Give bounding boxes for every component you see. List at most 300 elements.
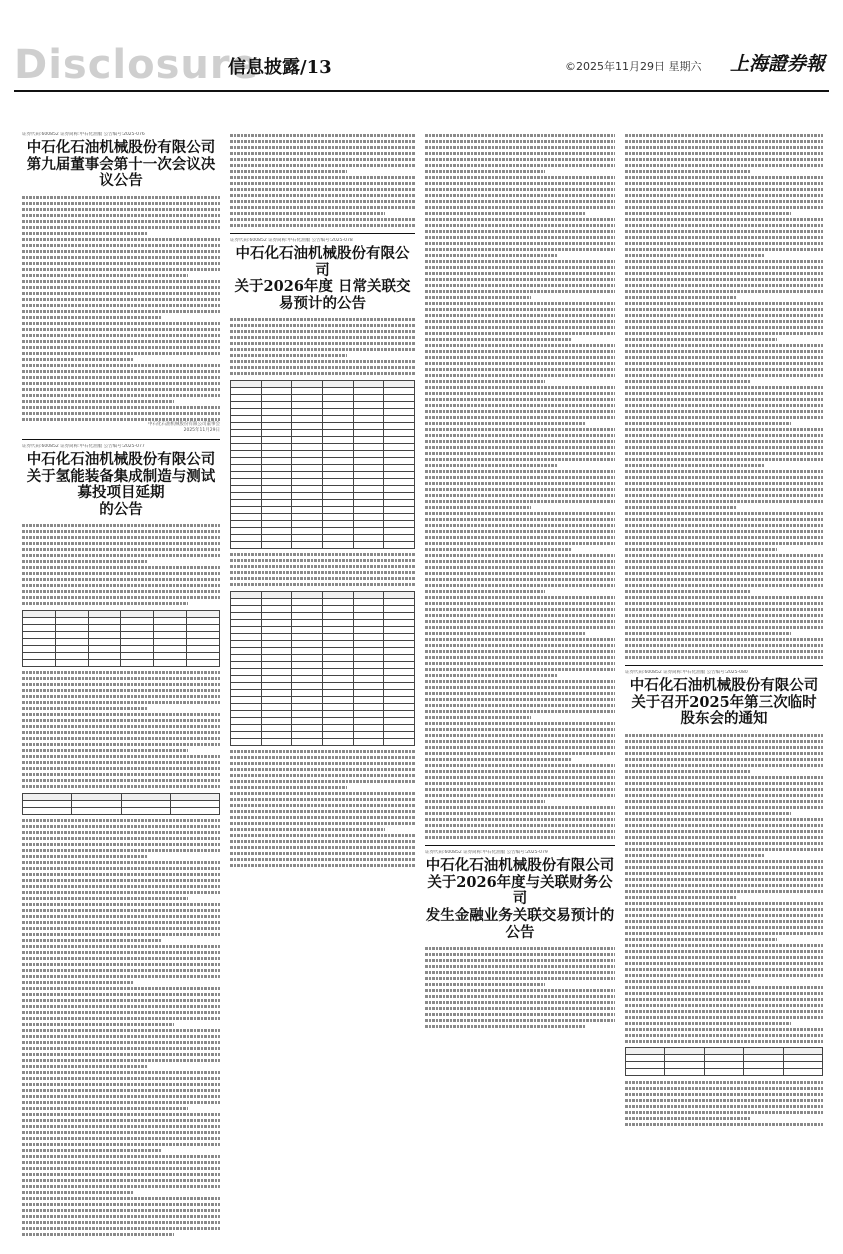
table-cell [322, 520, 353, 527]
table-cell [322, 612, 353, 619]
table-cell [231, 640, 262, 647]
table-cell [23, 645, 56, 652]
table-cell [261, 394, 292, 401]
table-cell [353, 387, 384, 394]
table-row [231, 443, 415, 450]
table-cell [384, 689, 415, 696]
table-row [231, 387, 415, 394]
table-cell [322, 513, 353, 520]
table-cell [665, 1062, 704, 1069]
table-cell [261, 619, 292, 626]
table-cell [261, 598, 292, 605]
table-cell [292, 380, 323, 387]
table-cell [384, 478, 415, 485]
table-row [231, 394, 415, 401]
table-cell [353, 436, 384, 443]
table-cell [353, 457, 384, 464]
table-cell [261, 478, 292, 485]
table-cell [292, 513, 323, 520]
table-cell [384, 661, 415, 668]
table-cell [231, 408, 262, 415]
table-cell [384, 401, 415, 408]
title-line: 关于氢能装备集成制造与测试募投项目延期 [26, 467, 216, 502]
table-cell [55, 645, 88, 652]
table-row [231, 647, 415, 654]
table-cell [231, 492, 262, 499]
table-cell [72, 800, 121, 807]
announcement-body [22, 818, 220, 1238]
table-cell [384, 696, 415, 703]
sign-date: 2025年11月29日 [183, 428, 220, 434]
table-row [231, 612, 415, 619]
table-cell [231, 661, 262, 668]
table-cell [231, 598, 262, 605]
divider [230, 233, 415, 234]
table-cell [292, 387, 323, 394]
table-cell [292, 626, 323, 633]
table-cell [261, 541, 292, 548]
table-cell [292, 731, 323, 738]
table-cell [23, 610, 56, 617]
table-cell [384, 464, 415, 471]
table-row [231, 429, 415, 436]
table-cell [231, 668, 262, 675]
announcement-body [625, 732, 823, 1044]
table-row [231, 626, 415, 633]
table-cell [384, 471, 415, 478]
table-cell [292, 717, 323, 724]
table-cell [292, 640, 323, 647]
table-cell [353, 527, 384, 534]
table-cell [353, 605, 384, 612]
table-row [231, 731, 415, 738]
table-cell [261, 471, 292, 478]
header-rule [14, 90, 829, 92]
table-cell [231, 696, 262, 703]
text-line [230, 863, 415, 869]
table-row [231, 534, 415, 541]
table-row [231, 696, 415, 703]
masthead [0, 0, 843, 95]
text-line [22, 601, 220, 607]
table-cell [783, 1069, 822, 1076]
table-cell [88, 645, 121, 652]
table-row [231, 668, 415, 675]
table-row [23, 645, 220, 652]
table-cell [154, 652, 187, 659]
table-cell [231, 633, 262, 640]
table-row [231, 541, 415, 548]
table-cell [322, 619, 353, 626]
table-cell [384, 429, 415, 436]
table-cell [665, 1055, 704, 1062]
table-cell [353, 422, 384, 429]
table-cell [261, 457, 292, 464]
table-row [231, 464, 415, 471]
table-cell [55, 652, 88, 659]
table-row [23, 807, 220, 814]
table-cell [292, 415, 323, 422]
column-3 [425, 132, 615, 1029]
table-cell [292, 527, 323, 534]
table-cell [322, 506, 353, 513]
table-cell [322, 527, 353, 534]
table-cell [322, 394, 353, 401]
table-cell [231, 612, 262, 619]
table-cell [261, 520, 292, 527]
table-cell [261, 506, 292, 513]
table-cell [353, 591, 384, 598]
data-table [22, 610, 220, 667]
table-row [231, 513, 415, 520]
table-cell [292, 464, 323, 471]
table-cell [261, 724, 292, 731]
table-cell [231, 541, 262, 548]
table-cell [261, 415, 292, 422]
table-cell [322, 534, 353, 541]
table-cell [121, 652, 154, 659]
table-cell [353, 682, 384, 689]
table-cell [121, 610, 154, 617]
table-cell [23, 624, 56, 631]
table-cell [121, 624, 154, 631]
newspaper-name: 上海證券報 [730, 53, 826, 75]
table-row [231, 422, 415, 429]
table-cell [231, 724, 262, 731]
table-cell [55, 617, 88, 624]
table-cell [322, 499, 353, 506]
table-cell [384, 408, 415, 415]
table-cell [292, 471, 323, 478]
table-cell [292, 422, 323, 429]
table-cell [384, 633, 415, 640]
table-row [231, 471, 415, 478]
table-cell [292, 647, 323, 654]
title-line: 发生金融业务关联交易预计的公告 [425, 907, 615, 941]
table-cell [704, 1055, 743, 1062]
table-cell [384, 527, 415, 534]
table-row [626, 1069, 823, 1076]
table-cell [322, 429, 353, 436]
table-cell [292, 401, 323, 408]
table-cell [322, 668, 353, 675]
table-cell [353, 661, 384, 668]
table-cell [261, 591, 292, 598]
table-cell [353, 380, 384, 387]
table-row [626, 1062, 823, 1069]
table-cell [231, 429, 262, 436]
table-cell [154, 617, 187, 624]
table-cell [353, 738, 384, 745]
table-cell [170, 807, 219, 814]
divider [22, 439, 220, 440]
table-cell [322, 682, 353, 689]
table-cell [353, 443, 384, 450]
table-cell [783, 1055, 822, 1062]
table-cell [322, 633, 353, 640]
table-cell [261, 675, 292, 682]
table-cell [231, 626, 262, 633]
table-cell [187, 617, 220, 624]
table-cell [744, 1048, 783, 1055]
table-cell [154, 659, 187, 666]
table-cell [121, 638, 154, 645]
table-cell [353, 710, 384, 717]
table-cell [292, 506, 323, 513]
table-cell [88, 638, 121, 645]
table-row [231, 380, 415, 387]
text-line [22, 1232, 220, 1238]
table-cell [626, 1048, 665, 1055]
table-cell [353, 478, 384, 485]
announcement-body [425, 945, 615, 1029]
table-cell [322, 387, 353, 394]
table-cell [322, 471, 353, 478]
table-cell [322, 380, 353, 387]
table-cell [384, 485, 415, 492]
table-cell [384, 492, 415, 499]
table-cell [744, 1069, 783, 1076]
table-cell [292, 696, 323, 703]
table-cell [384, 380, 415, 387]
announcement-body [22, 670, 220, 790]
table-cell [353, 717, 384, 724]
table-cell [322, 464, 353, 471]
table-cell [187, 659, 220, 666]
table-cell [261, 668, 292, 675]
table-cell [322, 647, 353, 654]
disclosure-brand-word: Disclosure [14, 42, 259, 88]
table-row [23, 800, 220, 807]
announcement-body [230, 552, 415, 588]
table-cell [322, 422, 353, 429]
text-line [625, 1121, 823, 1127]
table-cell [292, 485, 323, 492]
table-cell [121, 793, 170, 800]
table-cell [154, 645, 187, 652]
issue-date: ©2025年11月29日 星期六 [565, 60, 702, 73]
table-cell [292, 675, 323, 682]
table-cell [154, 631, 187, 638]
table-cell [322, 689, 353, 696]
table-cell [384, 605, 415, 612]
table-row [231, 682, 415, 689]
table-cell [88, 659, 121, 666]
table-cell [261, 429, 292, 436]
table-cell [88, 652, 121, 659]
table-cell [231, 415, 262, 422]
title-line: 中石化石油机械股份有限公司 [26, 451, 216, 469]
table-cell [261, 499, 292, 506]
table-cell [231, 675, 262, 682]
table-cell [261, 640, 292, 647]
table-cell [322, 724, 353, 731]
table-cell [292, 591, 323, 598]
title-line: 中石化石油机械股份有限公司 [425, 857, 615, 874]
table-cell [353, 506, 384, 513]
table-cell [322, 703, 353, 710]
table-cell [231, 520, 262, 527]
table-cell [231, 717, 262, 724]
table-row [231, 415, 415, 422]
table-cell [353, 450, 384, 457]
table-cell [261, 485, 292, 492]
data-table [230, 380, 415, 549]
table-cell [353, 464, 384, 471]
table-cell [292, 443, 323, 450]
table-cell [384, 499, 415, 506]
table-cell [231, 471, 262, 478]
table-row [231, 408, 415, 415]
table-cell [231, 506, 262, 513]
table-cell [384, 506, 415, 513]
table-cell [292, 605, 323, 612]
table-cell [353, 471, 384, 478]
text-line [22, 784, 220, 790]
table-cell [261, 647, 292, 654]
table-cell [292, 436, 323, 443]
table-cell [88, 624, 121, 631]
table-cell [353, 598, 384, 605]
table-cell [322, 408, 353, 415]
table-cell [261, 703, 292, 710]
table-cell [384, 717, 415, 724]
table-cell [353, 520, 384, 527]
table-cell [23, 652, 56, 659]
table-cell [292, 541, 323, 548]
table-row [231, 619, 415, 626]
table-cell [353, 654, 384, 661]
table-cell [170, 793, 219, 800]
table-cell [231, 450, 262, 457]
table-row [231, 492, 415, 499]
table-row [231, 598, 415, 605]
table-cell [261, 401, 292, 408]
table-cell [261, 534, 292, 541]
table-cell [353, 731, 384, 738]
table-cell [261, 527, 292, 534]
table-row [231, 640, 415, 647]
table-cell [384, 654, 415, 661]
table-cell [231, 710, 262, 717]
divider [425, 845, 615, 846]
table-cell [231, 738, 262, 745]
column-1 [22, 132, 220, 1238]
table-cell [261, 605, 292, 612]
table-cell [292, 689, 323, 696]
text-line [625, 1038, 823, 1044]
table-cell [665, 1048, 704, 1055]
table-cell [261, 492, 292, 499]
table-cell [88, 617, 121, 624]
table-cell [384, 415, 415, 422]
table-cell [292, 619, 323, 626]
announcement-code: 证券代码:600852 证券简称:中石化油服 公告编号:2025-078 [230, 238, 353, 243]
table-cell [23, 800, 72, 807]
table-cell [231, 394, 262, 401]
table-cell [292, 612, 323, 619]
table-row [231, 520, 415, 527]
table-cell [292, 738, 323, 745]
column-4 [625, 132, 823, 1127]
table-cell [704, 1062, 743, 1069]
table-cell [231, 703, 262, 710]
table-cell [261, 380, 292, 387]
table-cell [384, 612, 415, 619]
table-cell [261, 696, 292, 703]
table-cell [353, 668, 384, 675]
table-cell [121, 807, 170, 814]
table-cell [292, 492, 323, 499]
table-cell [322, 415, 353, 422]
table-cell [261, 436, 292, 443]
announcement-body [425, 132, 615, 840]
table-cell [744, 1055, 783, 1062]
table-cell [72, 807, 121, 814]
table-cell [322, 605, 353, 612]
table-cell [231, 464, 262, 471]
title-line: 中石化石油机械股份有限公司 [235, 245, 410, 279]
table-cell [384, 520, 415, 527]
table-cell [384, 387, 415, 394]
table-cell [322, 492, 353, 499]
table-cell [292, 598, 323, 605]
table-cell [353, 619, 384, 626]
table-cell [23, 631, 56, 638]
table-cell [322, 598, 353, 605]
table-cell [231, 443, 262, 450]
announcement-title [22, 140, 220, 190]
table-row [231, 401, 415, 408]
table-cell [187, 624, 220, 631]
table-cell [231, 380, 262, 387]
table-cell [384, 541, 415, 548]
table-cell [353, 401, 384, 408]
table-cell [322, 541, 353, 548]
table-cell [384, 598, 415, 605]
table-cell [231, 457, 262, 464]
table-cell [23, 793, 72, 800]
text-line [230, 222, 415, 228]
table-cell [353, 408, 384, 415]
table-cell [292, 429, 323, 436]
table-row [231, 591, 415, 598]
table-cell [384, 534, 415, 541]
table-cell [384, 436, 415, 443]
table-row [231, 450, 415, 457]
table-cell [744, 1062, 783, 1069]
table-cell [783, 1048, 822, 1055]
table-row [231, 506, 415, 513]
title-line: 关于2026年度 日常关联交易预计的公告 [234, 278, 411, 313]
table-cell [353, 394, 384, 401]
table-row [231, 703, 415, 710]
table-row [231, 499, 415, 506]
table-row [231, 724, 415, 731]
table-cell [292, 724, 323, 731]
table-row [23, 624, 220, 631]
table-row [231, 633, 415, 640]
table-cell [231, 647, 262, 654]
table-cell [292, 661, 323, 668]
table-cell [353, 675, 384, 682]
table-cell [292, 703, 323, 710]
table-cell [322, 485, 353, 492]
title-line: 中石化石油机械股份有限公司 [629, 677, 819, 694]
text-line [625, 654, 823, 660]
table-cell [231, 513, 262, 520]
table-cell [231, 689, 262, 696]
